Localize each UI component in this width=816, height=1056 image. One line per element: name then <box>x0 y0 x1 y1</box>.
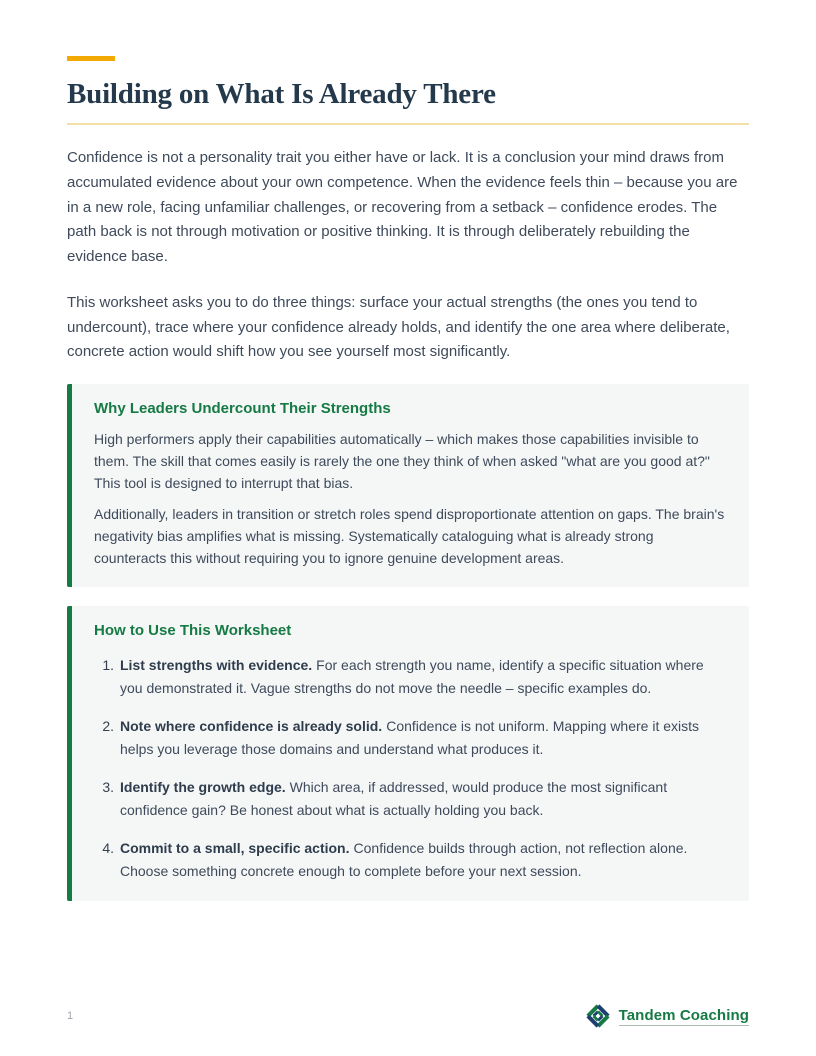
list-item-text: For each strength you name, identify a specific situation where you demonstrated it. Vague strengths do not move the needle – specific examples do. <box>120 656 704 696</box>
list-item-number: 2. <box>102 717 114 734</box>
list-item-body <box>120 715 725 761</box>
list-item-text: Which area, if addressed, would produce the most significant confidence gain? Be honest about what is actually holding you back. <box>120 778 668 818</box>
tandem-diamond-icon <box>585 1003 611 1029</box>
callout-how-to-use <box>67 606 749 901</box>
callout-heading: Why Leaders Undercount Their Strengths <box>94 399 391 417</box>
gold-accent-bar <box>67 56 115 61</box>
page-number: 1 <box>67 1010 74 1022</box>
list-item-lead: Note where confidence is already solid. <box>120 717 383 734</box>
list-item-text: Confidence is not uniform. Mapping where it exists helps you leverage those domains and understand what produces it. <box>120 717 700 757</box>
callout-why-leaders-undercount <box>67 384 749 587</box>
list-item <box>94 776 725 822</box>
list-item <box>94 715 725 761</box>
list-item <box>94 654 725 700</box>
list-item-body <box>120 837 725 883</box>
list-item-number: 3. <box>102 778 114 795</box>
list-item-lead: Identify the growth edge. <box>120 778 286 795</box>
page-footer <box>67 1003 749 1029</box>
list-item-body <box>120 776 725 822</box>
brand-name: Tandem Coaching <box>618 1006 749 1024</box>
worksheet-steps-list <box>94 654 725 883</box>
brand-logo-link[interactable] <box>585 1003 749 1029</box>
list-item-text: Confidence builds through action, not reflection alone. Choose something concrete enough to complete before your next session. <box>120 839 688 879</box>
page-title: Building on What Is Already There <box>67 78 749 125</box>
callout-paragraph-1: High performers apply their capabilities automatically – which makes those capabilities invisible to them. The skill that comes easily is rarely the one they think of when asked "what are you good at?" This tool is designed to interrupt that bias. <box>94 430 710 491</box>
callout-paragraph-2: Additionally, leaders in transition or stretch roles spend disproportionate attention on gaps. The brain's negativity bias amplifies what is missing. Systematically cataloguing what is already strong counteracts this without requiring you to ignore genuine development areas. <box>94 505 725 566</box>
list-item-body <box>120 654 725 700</box>
list-item-number: 1. <box>102 656 114 673</box>
list-item <box>94 837 725 883</box>
intro-paragraph-1: Confidence is not a personality trait you either have or lack. It is a conclusion your mind draws from accumulated evidence about your own competence. When the evidence feels thin – because you are in a new role, facing unfamiliar challenges, or recovering from a setback – confidence erodes. The path back is not through motivation or positive thinking. It is through deliberately rebuilding the evidence base. <box>67 149 738 266</box>
callout-heading: How to Use This Worksheet <box>94 621 292 639</box>
list-item-lead: List strengths with evidence. <box>120 656 313 673</box>
intro-paragraph-2: This worksheet asks you to do three things: surface your actual strengths (the ones you tend to undercount), trace where your confidence already holds, and identify the one area where deliberate, concrete action would shift how you see yourself most significantly. <box>67 293 730 361</box>
list-item-lead: Commit to a small, specific action. <box>120 839 350 856</box>
list-item-number: 4. <box>102 839 114 856</box>
